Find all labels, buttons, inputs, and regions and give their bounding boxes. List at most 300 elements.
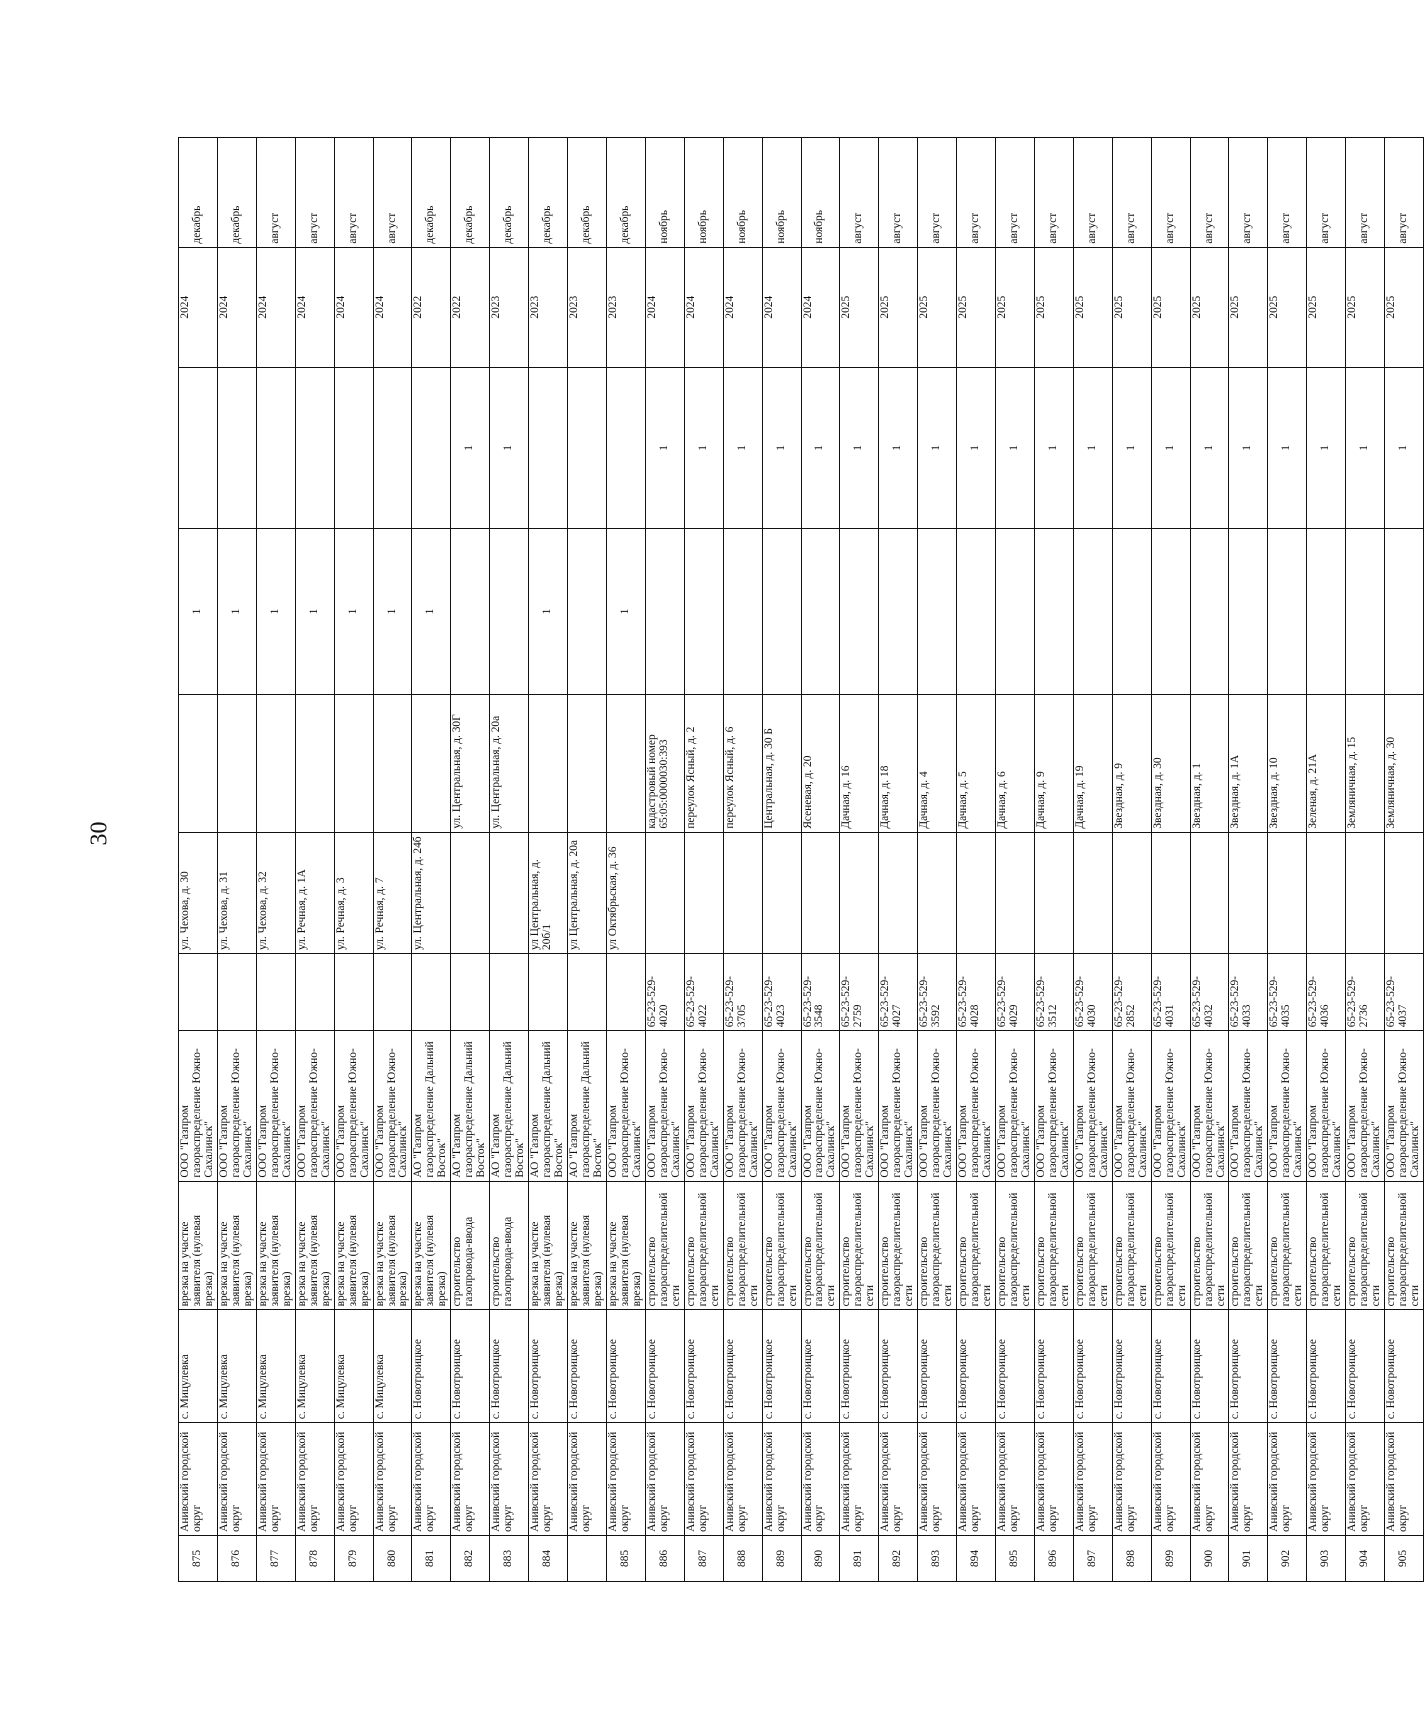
year-cell: 2023 xyxy=(606,247,645,367)
work-type-cell: врезка на участке заявителя (нулевая врезка) xyxy=(412,1181,451,1310)
municipality-cell: Анивский городской округ xyxy=(840,1423,879,1536)
municipality-cell: Анивский городской округ xyxy=(490,1423,529,1536)
count-cell-2: 1 xyxy=(1151,367,1190,528)
month-cell: ноябрь xyxy=(723,138,762,248)
count-cell-2: 1 xyxy=(1307,367,1346,528)
address-extra-cell: Звездная, д. 1А xyxy=(1229,695,1268,832)
code-cell xyxy=(373,953,412,1030)
address-cell xyxy=(451,832,490,953)
work-type-cell: строительство газораспределительной сети xyxy=(957,1181,996,1310)
settlement-cell: с. Новотроицкое xyxy=(762,1310,801,1423)
municipality-cell: Анивский городской округ xyxy=(723,1423,762,1536)
code-cell xyxy=(451,953,490,1030)
organization-cell: ООО "Газпром газораспределение Южно-Сахалинск" xyxy=(217,1031,256,1181)
code-cell xyxy=(412,953,451,1030)
row-number-cell: 892 xyxy=(879,1535,918,1581)
month-cell: ноябрь xyxy=(645,138,684,248)
row-number-cell: 888 xyxy=(723,1535,762,1581)
month-cell: август xyxy=(1385,138,1424,248)
address-extra-cell: Дачная, д. 6 xyxy=(996,695,1035,832)
month-cell: август xyxy=(1346,138,1385,248)
municipality-cell: Анивский городской округ xyxy=(762,1423,801,1536)
year-cell: 2025 xyxy=(1073,247,1112,367)
code-cell: 65-23-529-4033 xyxy=(1229,953,1268,1030)
organization-cell: ООО "Газпром газораспределение Южно-Сахалинск" xyxy=(179,1031,218,1181)
settlement-cell: с. Новотроицкое xyxy=(918,1310,957,1423)
code-cell xyxy=(295,953,334,1030)
work-type-cell: строительство газораспределительной сети xyxy=(723,1181,762,1310)
count-cell-2: 1 xyxy=(801,367,840,528)
count-cell-1: 1 xyxy=(179,528,218,694)
row-number-cell: 881 xyxy=(412,1535,451,1581)
count-cell-2: 1 xyxy=(1268,367,1307,528)
work-type-cell: строительство газораспределительной сети xyxy=(1268,1181,1307,1310)
count-cell-1 xyxy=(645,528,684,694)
month-cell: август xyxy=(879,138,918,248)
address-extra-cell xyxy=(334,695,373,832)
address-extra-cell xyxy=(217,695,256,832)
count-cell-2: 1 xyxy=(957,367,996,528)
work-type-cell: строительство газораспределительной сети xyxy=(996,1181,1035,1310)
address-extra-cell xyxy=(179,695,218,832)
table-row xyxy=(801,138,840,1582)
row-number-cell: 902 xyxy=(1268,1535,1307,1581)
address-extra-cell xyxy=(373,695,412,832)
municipality-cell: Анивский городской округ xyxy=(918,1423,957,1536)
address-extra-cell: Дачная, д. 18 xyxy=(879,695,918,832)
municipality-cell: Анивский городской округ xyxy=(606,1423,645,1536)
organization-cell: ООО "Газпром газораспределение Южно-Сахалинск" xyxy=(1268,1031,1307,1181)
organization-cell: АО "Газпром газораспределение Дальний Восток" xyxy=(529,1031,568,1181)
table-row xyxy=(334,138,373,1582)
work-type-cell: врезка на участке заявителя (нулевая врезка) xyxy=(179,1181,218,1310)
count-cell-1: 1 xyxy=(217,528,256,694)
count-cell-1: 1 xyxy=(256,528,295,694)
table-row xyxy=(568,138,607,1582)
municipality-cell: Анивский городской округ xyxy=(334,1423,373,1536)
address-cell xyxy=(1268,832,1307,953)
settlement-cell: с. Мицулевка xyxy=(295,1310,334,1423)
count-cell-2: 1 xyxy=(684,367,723,528)
row-number-cell: 903 xyxy=(1307,1535,1346,1581)
municipality-cell: Анивский городской округ xyxy=(179,1423,218,1536)
year-cell: 2025 xyxy=(1034,247,1073,367)
address-cell: ул. Чехова, д. 32 xyxy=(256,832,295,953)
table-row xyxy=(412,138,451,1582)
count-cell-1 xyxy=(568,528,607,694)
organization-cell: ООО "Газпром газораспределение Южно-Сахалинск" xyxy=(762,1031,801,1181)
address-extra-cell xyxy=(529,695,568,832)
work-type-cell: строительство газопровода-ввода xyxy=(490,1181,529,1310)
count-cell-1: 1 xyxy=(529,528,568,694)
settlement-cell: с. Новотроицкое xyxy=(1112,1310,1151,1423)
settlement-cell: с. Мицулевка xyxy=(179,1310,218,1423)
code-cell: 65-23-529-4032 xyxy=(1190,953,1229,1030)
code-cell: 65-23-529-3592 xyxy=(918,953,957,1030)
organization-cell: АО "Газпром газораспределение Дальний Восток" xyxy=(490,1031,529,1181)
organization-cell: ООО "Газпром газораспределение Южно-Сахалинск" xyxy=(295,1031,334,1181)
count-cell-1 xyxy=(996,528,1035,694)
municipality-cell: Анивский городской округ xyxy=(645,1423,684,1536)
address-cell xyxy=(1112,832,1151,953)
row-number-cell: 885 xyxy=(606,1535,645,1581)
count-cell-1: 1 xyxy=(295,528,334,694)
work-type-cell: строительство газораспределительной сети xyxy=(1385,1181,1424,1310)
municipality-cell: Анивский городской округ xyxy=(1229,1423,1268,1536)
table-row xyxy=(684,138,723,1582)
organization-cell: ООО "Газпром газораспределение Южно-Сахалинск" xyxy=(723,1031,762,1181)
organization-cell: ООО "Газпром газораспределение Южно-Сахалинск" xyxy=(1151,1031,1190,1181)
address-extra-cell: переулок Ясный, д. 6 xyxy=(723,695,762,832)
address-extra-cell: ул. Центральная, д. 30Г xyxy=(451,695,490,832)
address-cell xyxy=(1307,832,1346,953)
code-cell: 65-23-529-2852 xyxy=(1112,953,1151,1030)
table-row xyxy=(1229,138,1268,1582)
address-extra-cell: Дачная, д. 9 xyxy=(1034,695,1073,832)
year-cell: 2025 xyxy=(840,247,879,367)
month-cell: ноябрь xyxy=(801,138,840,248)
year-cell: 2024 xyxy=(723,247,762,367)
work-type-cell: врезка на участке заявителя (нулевая врезка) xyxy=(256,1181,295,1310)
settlement-cell: с. Новотроицкое xyxy=(840,1310,879,1423)
settlement-cell: с. Новотроицкое xyxy=(1229,1310,1268,1423)
address-extra-cell xyxy=(568,695,607,832)
work-type-cell: строительство газораспределительной сети xyxy=(762,1181,801,1310)
month-cell: август xyxy=(1268,138,1307,248)
address-cell: ул. Центральная, д. 24б xyxy=(412,832,451,953)
month-cell: август xyxy=(996,138,1035,248)
settlement-cell: с. Новотроицкое xyxy=(412,1310,451,1423)
work-type-cell: врезка на участке заявителя (нулевая врезка) xyxy=(217,1181,256,1310)
address-cell xyxy=(684,832,723,953)
count-cell-2: 1 xyxy=(490,367,529,528)
row-number-cell: 904 xyxy=(1346,1535,1385,1581)
table-row xyxy=(957,138,996,1582)
settlement-cell: с. Новотроицкое xyxy=(1190,1310,1229,1423)
address-cell: ул. Чехова, д. 30 xyxy=(179,832,218,953)
table-row xyxy=(762,138,801,1582)
code-cell: 65-23-529-3705 xyxy=(723,953,762,1030)
address-extra-cell: Земляничная, д. 30 xyxy=(1385,695,1424,832)
month-cell: август xyxy=(1034,138,1073,248)
settlement-cell: с. Новотроицкое xyxy=(1385,1310,1424,1423)
row-number-cell: 880 xyxy=(373,1535,412,1581)
organization-cell: ООО "Газпром газораспределение Южно-Сахалинск" xyxy=(606,1031,645,1181)
address-cell xyxy=(879,832,918,953)
row-number-cell: 879 xyxy=(334,1535,373,1581)
row-number-cell: 886 xyxy=(645,1535,684,1581)
year-cell: 2022 xyxy=(412,247,451,367)
month-cell: декабрь xyxy=(529,138,568,248)
count-cell-2: 1 xyxy=(840,367,879,528)
code-cell: 65-23-529-4031 xyxy=(1151,953,1190,1030)
month-cell: август xyxy=(1190,138,1229,248)
count-cell-2 xyxy=(373,367,412,528)
count-cell-1 xyxy=(1151,528,1190,694)
address-extra-cell: Дачная, д. 19 xyxy=(1073,695,1112,832)
organization-cell: ООО "Газпром газораспределение Южно-Сахалинск" xyxy=(1112,1031,1151,1181)
address-extra-cell: ул. Центральная, д. 20а xyxy=(490,695,529,832)
settlement-cell: с. Новотроицкое xyxy=(529,1310,568,1423)
organization-cell: ООО "Газпром газораспределение Южно-Сахалинск" xyxy=(256,1031,295,1181)
address-cell: ул Центральная, д. 20б/1 xyxy=(529,832,568,953)
count-cell-2: 1 xyxy=(1385,367,1424,528)
year-cell: 2024 xyxy=(334,247,373,367)
address-cell xyxy=(1151,832,1190,953)
table-row xyxy=(1112,138,1151,1582)
municipality-cell: Анивский городской округ xyxy=(256,1423,295,1536)
settlement-cell: с. Мицулевка xyxy=(373,1310,412,1423)
work-type-cell: врезка на участке заявителя (нулевая врезка) xyxy=(606,1181,645,1310)
row-number-cell: 901 xyxy=(1229,1535,1268,1581)
row-number-cell: 897 xyxy=(1073,1535,1112,1581)
address-extra-cell: Дачная, д. 4 xyxy=(918,695,957,832)
municipality-cell: Анивский городской округ xyxy=(451,1423,490,1536)
count-cell-1 xyxy=(1268,528,1307,694)
count-cell-2: 1 xyxy=(645,367,684,528)
code-cell: 65-23-529-4028 xyxy=(957,953,996,1030)
municipality-cell: Анивский городской округ xyxy=(1307,1423,1346,1536)
code-cell: 65-23-529-4035 xyxy=(1268,953,1307,1030)
year-cell: 2024 xyxy=(256,247,295,367)
municipality-cell: Анивский городской округ xyxy=(879,1423,918,1536)
address-cell xyxy=(1346,832,1385,953)
table-row xyxy=(217,138,256,1582)
year-cell: 2025 xyxy=(1190,247,1229,367)
year-cell: 2024 xyxy=(295,247,334,367)
organization-cell: ООО "Газпром газораспределение Южно-Сахалинск" xyxy=(1385,1031,1424,1181)
month-cell: декабрь xyxy=(568,138,607,248)
address-extra-cell: Звездная, д. 1 xyxy=(1190,695,1229,832)
count-cell-2 xyxy=(295,367,334,528)
count-cell-2: 1 xyxy=(1190,367,1229,528)
municipality-cell: Анивский городской округ xyxy=(957,1423,996,1536)
address-cell: ул. Чехова, д. 31 xyxy=(217,832,256,953)
settlement-cell: с. Мицулевка xyxy=(217,1310,256,1423)
address-cell xyxy=(1229,832,1268,953)
table-row xyxy=(840,138,879,1582)
code-cell: 65-23-529-4030 xyxy=(1073,953,1112,1030)
count-cell-1 xyxy=(1190,528,1229,694)
year-cell: 2025 xyxy=(1268,247,1307,367)
work-type-cell: строительство газораспределительной сети xyxy=(918,1181,957,1310)
count-cell-2 xyxy=(179,367,218,528)
month-cell: декабрь xyxy=(606,138,645,248)
organization-cell: ООО "Газпром газораспределение Южно-Сахалинск" xyxy=(801,1031,840,1181)
code-cell xyxy=(529,953,568,1030)
municipality-cell: Анивский городской округ xyxy=(373,1423,412,1536)
municipality-cell: Анивский городской округ xyxy=(801,1423,840,1536)
count-cell-1 xyxy=(451,528,490,694)
municipality-cell: Анивский городской округ xyxy=(1073,1423,1112,1536)
month-cell: август xyxy=(1112,138,1151,248)
row-number-cell: 887 xyxy=(684,1535,723,1581)
month-cell: август xyxy=(1229,138,1268,248)
page-number: 30 xyxy=(86,821,113,846)
row-number-cell: 889 xyxy=(762,1535,801,1581)
count-cell-1: 1 xyxy=(334,528,373,694)
municipality-cell: Анивский городской округ xyxy=(217,1423,256,1536)
address-extra-cell: переулок Ясный, д. 2 xyxy=(684,695,723,832)
municipality-cell: Анивский городской округ xyxy=(1190,1423,1229,1536)
row-number-cell: 899 xyxy=(1151,1535,1190,1581)
year-cell: 2025 xyxy=(879,247,918,367)
count-cell-2 xyxy=(568,367,607,528)
settlement-cell: с. Новотроицкое xyxy=(723,1310,762,1423)
organization-cell: ООО "Газпром газораспределение Южно-Сахалинск" xyxy=(334,1031,373,1181)
count-cell-1 xyxy=(762,528,801,694)
row-number-cell: 882 xyxy=(451,1535,490,1581)
organization-cell: ООО "Газпром газораспределение Южно-Сахалинск" xyxy=(840,1031,879,1181)
municipality-cell: Анивский городской округ xyxy=(1034,1423,1073,1536)
work-type-cell: врезка на участке заявителя (нулевая врезка) xyxy=(529,1181,568,1310)
work-type-cell: строительство газораспределительной сети xyxy=(801,1181,840,1310)
count-cell-1 xyxy=(1073,528,1112,694)
count-cell-1 xyxy=(723,528,762,694)
row-number-cell: 877 xyxy=(256,1535,295,1581)
address-extra-cell xyxy=(295,695,334,832)
row-number-cell: 898 xyxy=(1112,1535,1151,1581)
year-cell: 2024 xyxy=(645,247,684,367)
municipality-cell: Анивский городской округ xyxy=(996,1423,1035,1536)
year-cell: 2024 xyxy=(373,247,412,367)
settlement-cell: с. Новотроицкое xyxy=(490,1310,529,1423)
address-extra-cell: Центральная, д. 30 Б xyxy=(762,695,801,832)
code-cell xyxy=(606,953,645,1030)
settlement-cell: с. Новотроицкое xyxy=(606,1310,645,1423)
work-type-cell: врезка на участке заявителя (нулевая врезка) xyxy=(568,1181,607,1310)
table-row xyxy=(451,138,490,1582)
count-cell-2 xyxy=(217,367,256,528)
count-cell-1 xyxy=(490,528,529,694)
table-row xyxy=(1151,138,1190,1582)
month-cell: ноябрь xyxy=(762,138,801,248)
code-cell xyxy=(490,953,529,1030)
municipality-cell: Анивский городской округ xyxy=(1112,1423,1151,1536)
settlement-cell: с. Новотроицкое xyxy=(1073,1310,1112,1423)
year-cell: 2023 xyxy=(490,247,529,367)
month-cell: декабрь xyxy=(179,138,218,248)
count-cell-2: 1 xyxy=(1112,367,1151,528)
row-number-cell: 900 xyxy=(1190,1535,1229,1581)
municipality-cell: Анивский городской округ xyxy=(684,1423,723,1536)
month-cell: декабрь xyxy=(451,138,490,248)
row-number-cell: 896 xyxy=(1034,1535,1073,1581)
organization-cell: АО "Газпром газораспределение Дальний Восток" xyxy=(451,1031,490,1181)
count-cell-2 xyxy=(334,367,373,528)
work-type-cell: врезка на участке заявителя (нулевая врезка) xyxy=(373,1181,412,1310)
rotated-table-container xyxy=(178,137,1422,1582)
month-cell: декабрь xyxy=(217,138,256,248)
table-row xyxy=(1346,138,1385,1582)
address-extra-cell: Звездная, д. 10 xyxy=(1268,695,1307,832)
municipality-cell: Анивский городской округ xyxy=(295,1423,334,1536)
work-type-cell: строительство газораспределительной сети xyxy=(1229,1181,1268,1310)
code-cell xyxy=(256,953,295,1030)
code-cell: 65-23-529-4037 xyxy=(1385,953,1424,1030)
municipality-cell: Анивский городской округ xyxy=(568,1423,607,1536)
count-cell-1 xyxy=(1385,528,1424,694)
year-cell: 2025 xyxy=(1151,247,1190,367)
year-cell: 2025 xyxy=(1385,247,1424,367)
settlement-cell: с. Мицулевка xyxy=(256,1310,295,1423)
address-extra-cell: кадастровый номер 65:05:0000030:393 xyxy=(645,695,684,832)
work-type-cell: врезка на участке заявителя (нулевая врезка) xyxy=(334,1181,373,1310)
address-cell xyxy=(762,832,801,953)
month-cell: август xyxy=(1307,138,1346,248)
table-row xyxy=(1307,138,1346,1582)
count-cell-1: 1 xyxy=(606,528,645,694)
organization-cell: ООО "Газпром газораспределение Южно-Сахалинск" xyxy=(1229,1031,1268,1181)
table-row xyxy=(1190,138,1229,1582)
year-cell: 2025 xyxy=(996,247,1035,367)
month-cell: август xyxy=(840,138,879,248)
year-cell: 2024 xyxy=(684,247,723,367)
settlement-cell: с. Мицулевка xyxy=(334,1310,373,1423)
table-row xyxy=(490,138,529,1582)
address-extra-cell: Дачная, д. 16 xyxy=(840,695,879,832)
municipality-cell: Анивский городской округ xyxy=(412,1423,451,1536)
organization-cell: ООО "Газпром газораспределение Южно-Сахалинск" xyxy=(1307,1031,1346,1181)
count-cell-2: 1 xyxy=(762,367,801,528)
settlement-cell: с. Новотроицкое xyxy=(684,1310,723,1423)
code-cell: 65-23-529-4036 xyxy=(1307,953,1346,1030)
table-row xyxy=(1268,138,1307,1582)
organization-cell: ООО "Газпром газораспределение Южно-Сахалинск" xyxy=(918,1031,957,1181)
work-type-cell: строительство газораспределительной сети xyxy=(1112,1181,1151,1310)
row-number-cell: 876 xyxy=(217,1535,256,1581)
address-cell xyxy=(490,832,529,953)
count-cell-2: 1 xyxy=(918,367,957,528)
month-cell: август xyxy=(334,138,373,248)
address-extra-cell: Ясеневая, д. 20 xyxy=(801,695,840,832)
address-cell xyxy=(801,832,840,953)
row-number-cell: 905 xyxy=(1385,1535,1424,1581)
organization-cell: АО "Газпром газораспределение Дальний Восток" xyxy=(568,1031,607,1181)
municipality-cell: Анивский городской округ xyxy=(1268,1423,1307,1536)
count-cell-1 xyxy=(1346,528,1385,694)
table-row xyxy=(179,138,218,1582)
month-cell: август xyxy=(957,138,996,248)
count-cell-1 xyxy=(1034,528,1073,694)
address-extra-cell: Земляничная, д. 15 xyxy=(1346,695,1385,832)
year-cell: 2022 xyxy=(451,247,490,367)
gasification-table xyxy=(178,137,1424,1582)
settlement-cell: с. Новотроицкое xyxy=(1034,1310,1073,1423)
table-row xyxy=(606,138,645,1582)
table-row xyxy=(996,138,1035,1582)
month-cell: август xyxy=(373,138,412,248)
organization-cell: ООО "Газпром газораспределение Южно-Сахалинск" xyxy=(1073,1031,1112,1181)
count-cell-1 xyxy=(801,528,840,694)
work-type-cell: строительство газораспределительной сети xyxy=(645,1181,684,1310)
municipality-cell: Анивский городской округ xyxy=(529,1423,568,1536)
count-cell-1 xyxy=(840,528,879,694)
address-cell: ул Центральная, д. 20а xyxy=(568,832,607,953)
address-extra-cell xyxy=(412,695,451,832)
address-cell: ул. Речная, д. 7 xyxy=(373,832,412,953)
code-cell: 65-23-529-4023 xyxy=(762,953,801,1030)
settlement-cell: с. Новотроицкое xyxy=(1151,1310,1190,1423)
organization-cell: ООО "Газпром газораспределение Южно-Сахалинск" xyxy=(645,1031,684,1181)
row-number-cell: 893 xyxy=(918,1535,957,1581)
month-cell: август xyxy=(295,138,334,248)
address-extra-cell: Дачная, д. 5 xyxy=(957,695,996,832)
code-cell: 65-23-529-4029 xyxy=(996,953,1035,1030)
count-cell-2: 1 xyxy=(1034,367,1073,528)
count-cell-1 xyxy=(1112,528,1151,694)
address-cell xyxy=(840,832,879,953)
